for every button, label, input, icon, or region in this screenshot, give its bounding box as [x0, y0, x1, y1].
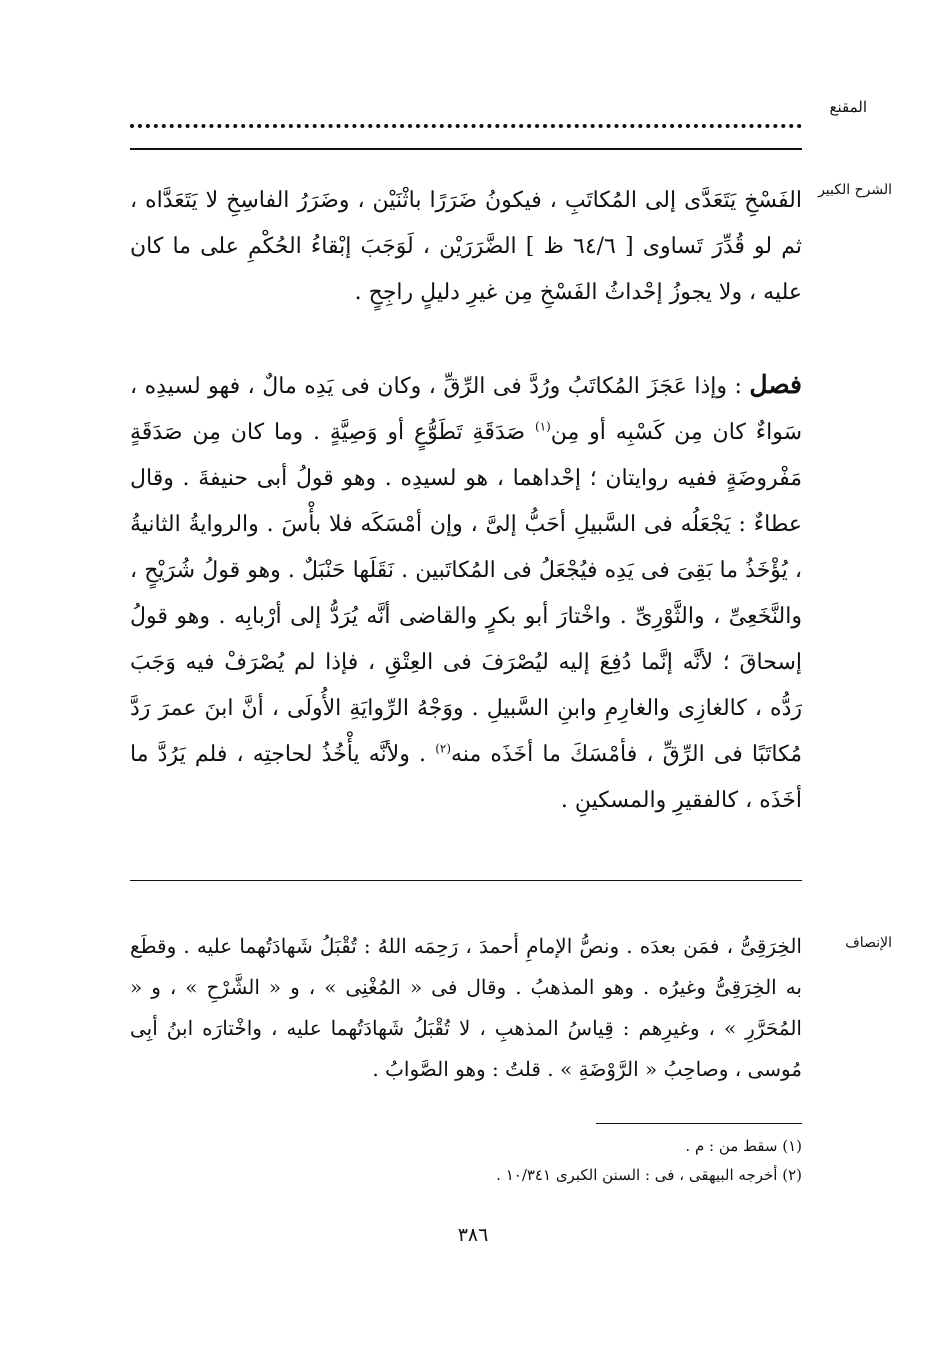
footnotes — [300, 1132, 802, 1190]
section-divider — [130, 880, 802, 881]
insaf-side-label: الإنصاف — [845, 935, 892, 951]
footnote-ref-2: (٢) — [435, 741, 452, 756]
header-dotted-leader — [130, 120, 802, 128]
header-rule — [130, 148, 802, 150]
sharh-paragraph-2-part-b: صَدَقَةِ تَطَوُّعٍ أو وَصِيَّةٍ . وما كان مِن صَدَقَةٍ مَفْروضَةٍ ففيه روايتان ؛ إحْداهما ، هو لسيدِه . وهو قولُ أبى حنيفةَ . وقال عطاءٌ : يَجْعَلُه فى السَّبيلِ أحَبُّ إلىَّ ، وإن أمْسَكَه فلا بأْسَ . والروايةُ الثانيةُ ، يُؤْخَذُ ما بَقِىَ فى يَدِه فيُجْعَلُ فى المُكاتَبين . نَقَلَها حَنْبَلٌ . وهو قولُ شُرَيْحٍ ، والنَّخَعِىِّ ، والثَّوْرِىِّ . واخْتارَ أبو بكرٍ والقاضى أنَّه يُرَدُّ إلى أرْبابِه . وهو قولُ إسحاقَ ؛ لأنَّه إنَّما دُفِعَ إليه ليُصْرَفَ فى العِتْقِ ، فإذا لم يُصْرَفْ فيه وَجَبَ رَدُّه ، كالغازِى والغارِمِ وابنِ السَّبيلِ . ووَجْهُ الرِّوايَةِ الأُولَى ، أنَّ ابنَ عمرَ رَدَّ مُكاتَبًا فى الرِّقِّ ، فأمْسَكَ ما أخَذَه منه — [130, 420, 803, 767]
footnote-1: (١) سقط من : م . — [685, 1137, 802, 1155]
footnote-ref-1: (١) — [534, 419, 551, 434]
footnote-rule — [596, 1123, 802, 1124]
fasl-heading: فصل — [749, 370, 802, 399]
sharh-paragraph-2-part-a: : وإذا عَجَزَ المُكاتَبُ ورُدَّ فى الرِّقِّ ، وكان فى يَدِه مالٌ ، فهو لسيدِه ، سَواءٌ كان مِن كَسْبِه أو مِن — [130, 374, 803, 445]
page-number: ٣٨٦ — [457, 1224, 489, 1246]
sharh-paragraph-2 — [130, 362, 802, 824]
sharh-paragraph-1: الفَسْخِ يَتَعَدَّى إلى المُكاتَبِ ، فيكونُ ضَرَرًا باثْنَيْن ، وضَرَرُ الفاسِخِ لا يَتَعَدَّاه ، ثم لو قُدِّرَ تَساوى [ ٦٤/٦ ظ ] الضَّرَرَيْن ، لَوَجَبَ إبْقاءُ الحُكْمِ على ما كان عليه ، ولا يجوزُ إحْداثُ الفَسْخِ مِن غيرِ دليلٍ راجِحٍ . — [130, 188, 802, 305]
insaf-paragraph: الخِرَقِىُّ ، فمَن بعدَه . ونصُّ الإمامِ أحمدَ ، رَحِمَه اللهُ : تُقْبَلُ شَهادَتُهما عليه . وقطَع به الخِرَقِىُّ وغيرُه . وهو المذهبُ . وقال فى « المُغْنِى » ، و « الشَّرْحِ » ، و « المُحَرَّرِ » ، وغيرِهم : قِياسُ المذهبِ ، لا تُقْبَلُ شَهادَتُهما عليه ، واخْتارَه ابنُ أبِى مُوسى ، وصاحِبُ « الرَّوْضَةِ » . قلتُ : وهو الصَّوابُ . — [130, 934, 802, 1081]
running-header-title: المقنع — [829, 98, 867, 116]
sharh-side-label: الشرح الكبير — [818, 182, 892, 198]
footnote-2: (٢) أخرجه البيهقى ، فى : السنن الكبرى ١٠/٣٤١ . — [496, 1166, 802, 1184]
sharh-paragraph-2-part-c: . ولأنَّه يأْخُذُ لحاجتِه ، فلم يَرُدَّ ما أخَذَه ، كالفقيرِ والمسكينِ . — [130, 742, 802, 813]
